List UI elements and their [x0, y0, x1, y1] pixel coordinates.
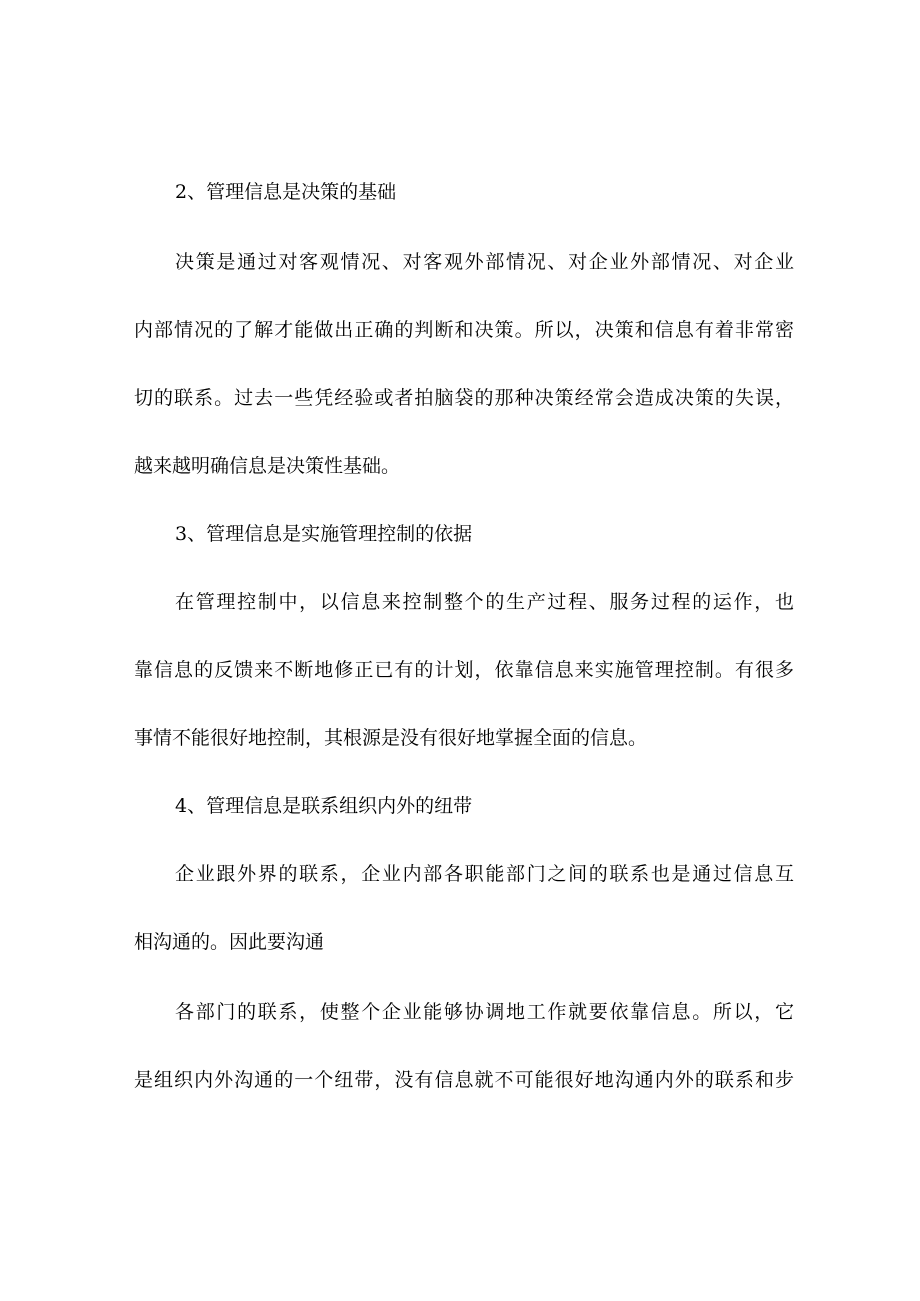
paragraph-line: 各部门的联系，使整个企业能够协调地工作就要依靠信息。所以，它 — [175, 1001, 794, 1023]
paragraph-line: 切的联系。过去一些凭经验或者拍脑袋的那种决策经常会造成决策的失误， — [134, 387, 794, 409]
paragraph-line: 靠信息的反馈来不断地修正已有的计划，依靠信息来实施管理控制。有很多 — [134, 659, 794, 681]
paragraph-line: 事情不能很好地控制，其根源是没有很好地掌握全面的信息。 — [134, 727, 648, 749]
paragraph-line: 是组织内外沟通的一个纽带，没有信息就不可能很好地沟通内外的联系和步 — [134, 1069, 794, 1091]
paragraph-line: 相沟通的。因此要沟通 — [134, 931, 325, 953]
heading-management-control: 3、管理信息是实施管理控制的依据 — [175, 523, 473, 545]
paragraph-line: 企业跟外界的联系，企业内部各职能部门之间的联系也是通过信息互 — [175, 863, 794, 885]
heading-organization-link: 4、管理信息是联系组织内外的纽带 — [175, 795, 473, 817]
paragraph-line: 内部情况的了解才能做出正确的判断和决策。所以，决策和信息有着非常密 — [134, 319, 794, 341]
heading-decision-basis: 2、管理信息是决策的基础 — [175, 181, 397, 203]
paragraph-line: 越来越明确信息是决策性基础。 — [134, 455, 401, 477]
paragraph-line: 在管理控制中，以信息来控制整个的生产过程、服务过程的运作，也 — [175, 591, 794, 613]
paragraph-line: 决策是通过对客观情况、对客观外部情况、对企业外部情况、对企业 — [175, 251, 794, 273]
